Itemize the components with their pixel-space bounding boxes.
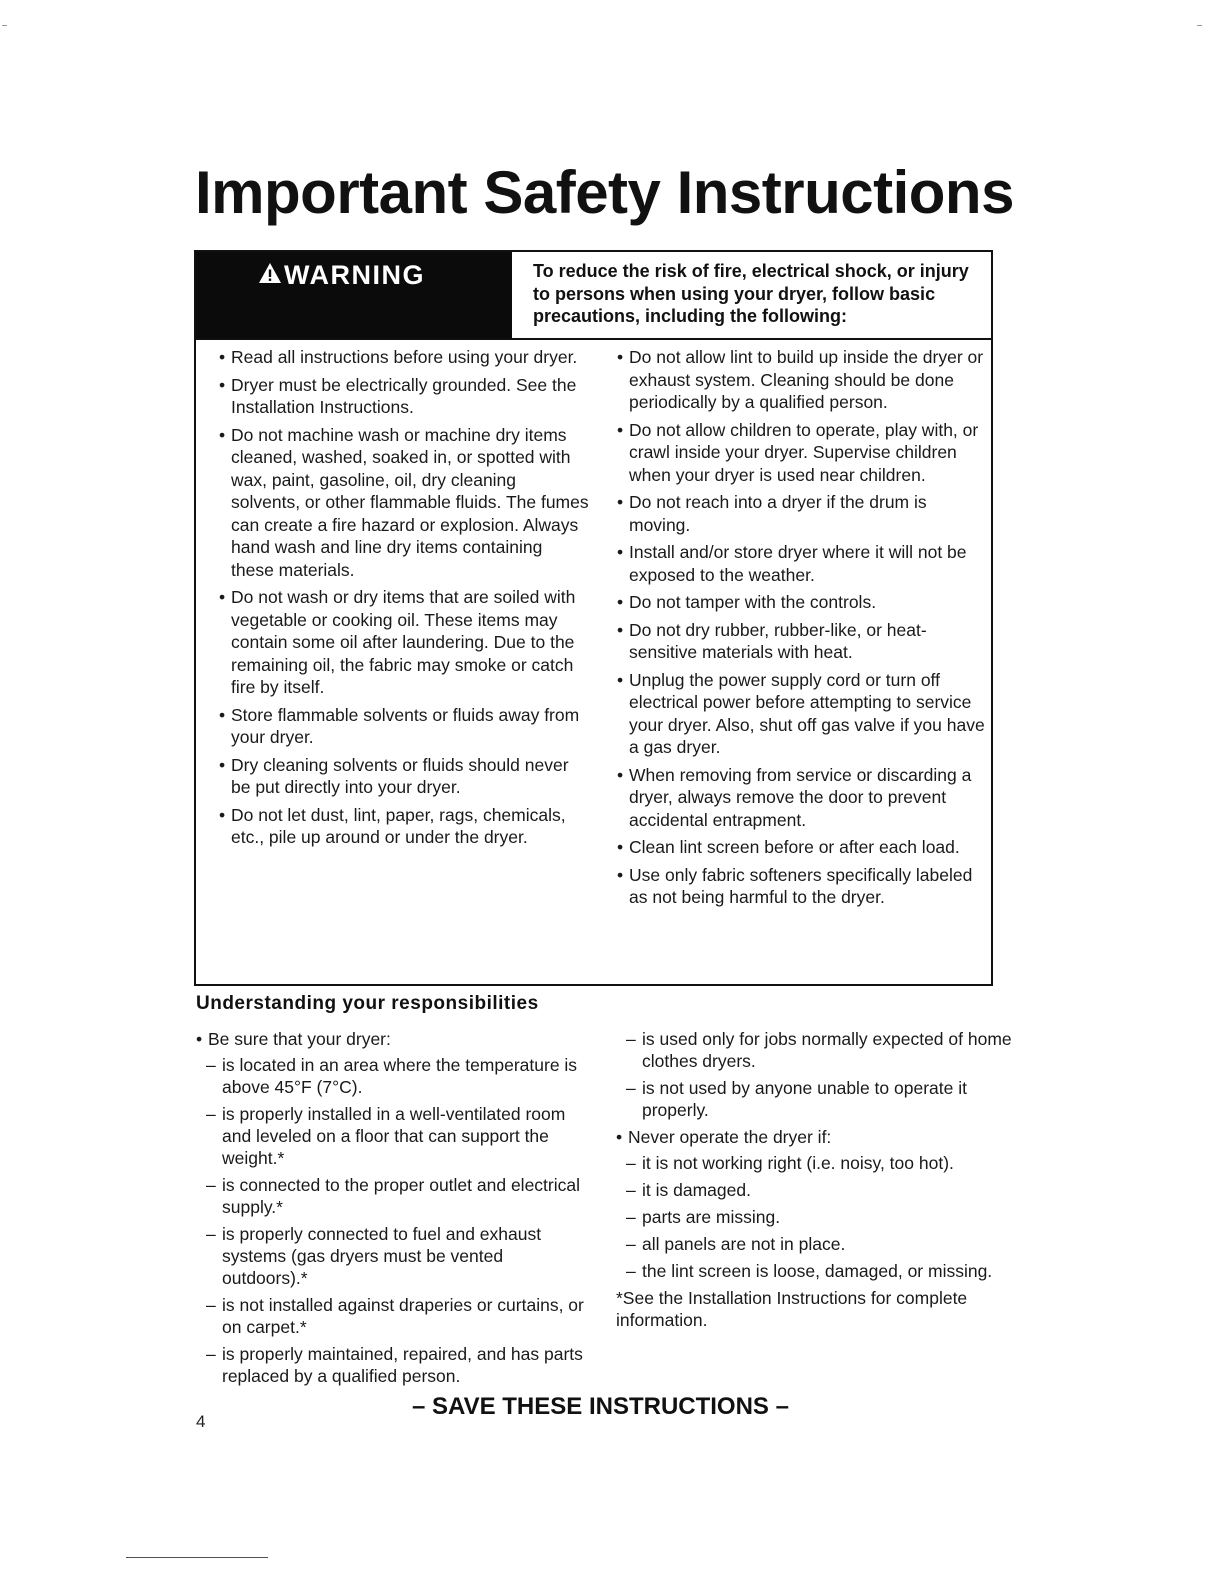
list-item: • Use only fabric softeners specifically labeled as not being harmful to the dryer. — [617, 864, 989, 909]
list-item: • Read all instructions before using your dryer. — [219, 346, 589, 369]
list-item: – it is not working right (i.e. noisy, too hot). — [616, 1152, 1016, 1174]
list-item: • Store flammable solvents or fluids away from your dryer. — [219, 704, 589, 749]
list-item: • Dryer must be electrically grounded. See the Installation Instructions. — [219, 374, 589, 419]
list-item: – is not used by anyone unable to operate it properly. — [616, 1077, 1016, 1121]
list-item: • Do not let dust, lint, paper, rags, chemicals, etc., pile up around or under the dryer. — [219, 804, 589, 849]
list-item: – the lint screen is loose, damaged, or missing. — [616, 1260, 1016, 1282]
warning-label-panel — [196, 252, 512, 338]
warning-intro: To reduce the risk of fire, electrical shock, or injury to persons when using your dryer, follow basic precautions, including the following: — [533, 261, 969, 326]
list-item: – it is damaged. — [616, 1179, 1016, 1201]
responsibilities-right-column — [616, 1028, 1016, 1331]
list-item: – all panels are not in place. — [616, 1233, 1016, 1255]
never-operate-bullet: • Never operate the dryer if: — [616, 1126, 1016, 1148]
list-item: • Install and/or store dryer where it will not be exposed to the weather. — [617, 541, 989, 586]
save-instructions-footer: – SAVE THESE INSTRUCTIONS – — [412, 1393, 789, 1420]
list-item: – is located in an area where the temperature is above 45°F (7°C). — [196, 1054, 586, 1098]
list-item: – is properly connected to fuel and exhaust systems (gas dryers must be vented outdoors).* — [196, 1223, 586, 1289]
warning-box — [194, 250, 993, 986]
list-item: – is not installed against draperies or curtains, or on carpet.* — [196, 1294, 586, 1338]
list-item: • Dry cleaning solvents or fluids should never be put directly into your dryer. — [219, 754, 589, 799]
responsibilities-left-column — [196, 1028, 586, 1392]
scan-mark — [2, 25, 7, 26]
page-number: 4 — [196, 1412, 206, 1431]
list-item: • Do not allow lint to build up inside the dryer or exhaust system. Cleaning should be done periodically by a qualified person. — [617, 346, 989, 414]
list-item: • Clean lint screen before or after each load. — [617, 836, 989, 859]
list-item: • When removing from service or discarding a dryer, always remove the door to prevent accidental entrapment. — [617, 764, 989, 832]
list-item: • Do not reach into a dryer if the drum is moving. — [617, 491, 989, 536]
list-item: – is used only for jobs normally expected of home clothes dryers. — [616, 1028, 1016, 1072]
responsibilities-heading: Understanding your responsibilities — [196, 993, 539, 1014]
list-item: – parts are missing. — [616, 1206, 1016, 1228]
scan-mark — [1197, 25, 1202, 26]
list-item: • Do not machine wash or machine dry items cleaned, washed, soaked in, or spotted with wax, paint, gasoline, oil, dry cleaning solvents, or other flammable fluids. The fumes can create a fire hazard or explosion. Always hand wash and line dry items containing these materials. — [219, 424, 589, 582]
installation-note: *See the Installation Instructions for complete information. — [616, 1288, 968, 1330]
warning-triangle-icon — [258, 260, 282, 291]
list-item: – is connected to the proper outlet and electrical supply.* — [196, 1174, 586, 1218]
list-item: – is properly maintained, repaired, and has parts replaced by a qualified person. — [196, 1343, 586, 1387]
warning-left-list — [219, 346, 589, 854]
list-item: • Do not dry rubber, rubber-like, or heat-sensitive materials with heat. — [617, 619, 989, 664]
warning-header — [196, 252, 991, 340]
page-title: Important Safety Instructions — [195, 159, 1014, 226]
list-item: – is properly installed in a well-ventilated room and leveled on a floor that can support the weight.* — [196, 1103, 586, 1169]
warning-label — [258, 260, 425, 291]
warning-right-list — [617, 346, 989, 914]
list-item: • Do not wash or dry items that are soiled with vegetable or cooking oil. These items may contain some oil after laundering. Due to the remaining oil, the fabric may smoke or catch fire by itself. — [219, 586, 589, 699]
list-item: • Do not allow children to operate, play with, or crawl inside your dryer. Supervise children when your dryer is used near children. — [617, 419, 989, 487]
list-item: • Do not tamper with the controls. — [617, 591, 989, 614]
warning-label-text: WARNING — [284, 260, 425, 290]
list-item: • Unplug the power supply cord or turn off electrical power before attempting to service your dryer. Also, shut off gas valve if you have a gas dryer. — [617, 669, 989, 759]
footer-rule — [126, 1557, 268, 1558]
be-sure-bullet: • Be sure that your dryer: — [196, 1028, 586, 1050]
